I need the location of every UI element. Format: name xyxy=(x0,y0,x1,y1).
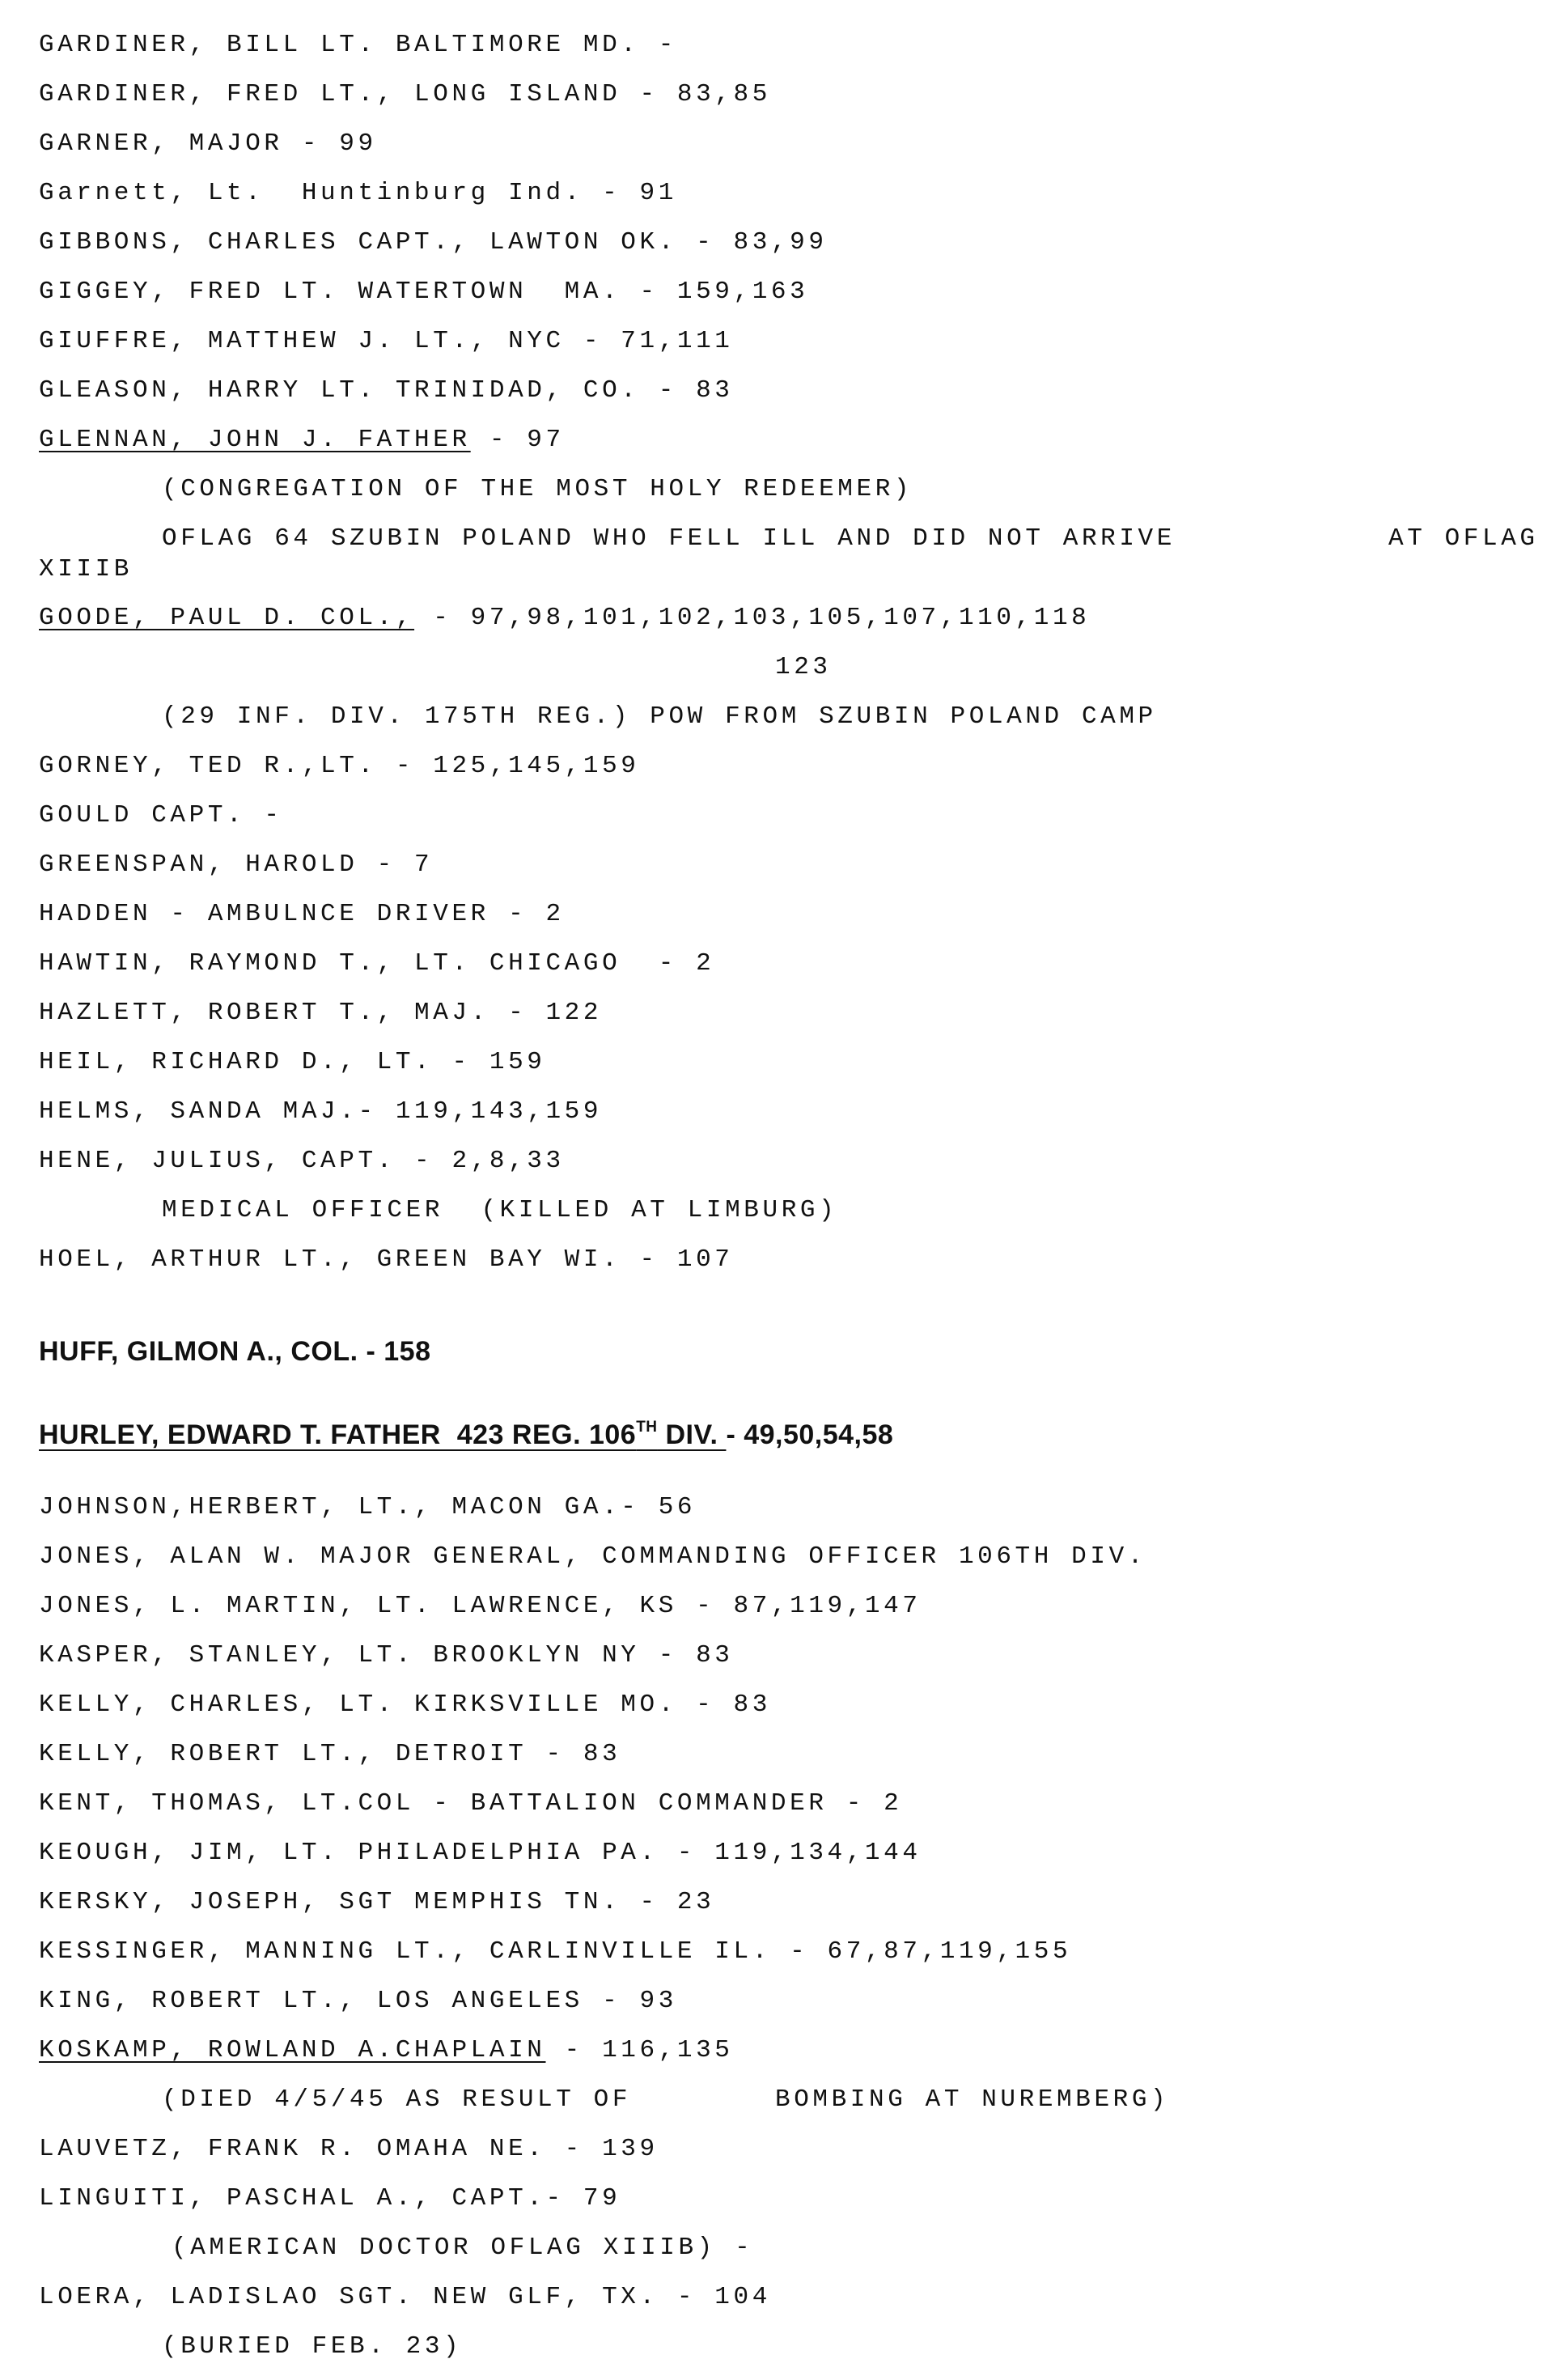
index-entry: KELLY, ROBERT LT., DETROIT - 83 xyxy=(39,1740,621,1768)
entry-note: BOMBING AT NUREMBERG) xyxy=(775,2085,1170,2114)
index-entry: HAWTIN, RAYMOND T., LT. CHICAGO - 2 xyxy=(39,949,715,978)
index-entry: KING, ROBERT LT., LOS ANGELES - 93 xyxy=(39,1987,677,2015)
index-entry: GREENSPAN, HAROLD - 7 xyxy=(39,851,434,879)
index-entry: GARDINER, BILL LT. BALTIMORE MD. - xyxy=(39,31,677,59)
index-entry xyxy=(39,426,565,455)
index-entry: HADDEN - AMBULNCE DRIVER - 2 xyxy=(39,900,565,928)
page-refs: - 49,50,54,58 xyxy=(726,1419,894,1450)
index-entry: HELMS, SANDA MAJ.- 119,143,159 xyxy=(39,1097,603,1126)
index-entry: GIGGEY, FRED LT. WATERTOWN MA. - 159,163 xyxy=(39,278,809,306)
index-entry: HEIL, RICHARD D., LT. - 159 xyxy=(39,1048,546,1076)
index-entry: JONES, ALAN W. MAJOR GENERAL, COMMANDING OFFICER 106TH DIV. xyxy=(39,1542,1146,1571)
index-entry: GARDINER, FRED LT., LONG ISLAND - 83,85 xyxy=(39,80,771,108)
index-entry-bold xyxy=(39,1420,893,1449)
entry-note: (BURIED FEB. 23) xyxy=(162,2332,463,2361)
index-entry xyxy=(39,604,1090,633)
underlined-name: GOODE, PAUL D. COL., xyxy=(39,604,415,632)
index-entry: LINGUITI, PASCHAL A., CAPT.- 79 xyxy=(39,2184,621,2213)
index-entry: KASPER, STANLEY, LT. BROOKLYN NY - 83 xyxy=(39,1641,734,1670)
page-refs: 123 xyxy=(775,653,832,681)
index-entry: GORNEY, TED R.,LT. - 125,145,159 xyxy=(39,752,640,780)
index-entry: Garnett, Lt. Huntinburg Ind. - 91 xyxy=(39,179,677,207)
index-entry: LAUVETZ, FRANK R. OMAHA NE. - 139 xyxy=(39,2135,659,2163)
page-refs: - 116,135 xyxy=(545,2036,734,2064)
entry-note: (DIED 4/5/45 AS RESULT OF xyxy=(162,2085,632,2114)
index-entry: KERSKY, JOSEPH, SGT MEMPHIS TN. - 23 xyxy=(39,1888,715,1916)
entry-note: OFLAG 64 SZUBIN POLAND WHO FELL ILL AND DID NOT ARRIVE xyxy=(162,524,1176,553)
index-entry: HOEL, ARTHUR LT., GREEN BAY WI. - 107 xyxy=(39,1245,734,1274)
entry-note: AT OFLAG xyxy=(1388,524,1539,553)
entry-note: (29 INF. DIV. 175TH REG.) POW FROM SZUBIN POLAND CAMP xyxy=(162,702,1157,731)
entry-note: XIIIB xyxy=(39,555,133,583)
index-entry-bold: HUFF, GILMON A., COL. - 158 xyxy=(39,1336,431,1367)
index-entry: JONES, L. MARTIN, LT. LAWRENCE, KS - 87,119,147 xyxy=(39,1592,922,1620)
index-entry: LOERA, LADISLAO SGT. NEW GLF, TX. - 104 xyxy=(39,2283,771,2311)
underlined-name: KOSKAMP, ROWLAND A.CHAPLAIN xyxy=(39,2036,546,2064)
index-entry: KENT, THOMAS, LT.COL - BATTALION COMMANDER - 2 xyxy=(39,1789,903,1818)
index-entry: KEOUGH, JIM, LT. PHILADELPHIA PA. - 119,134,144 xyxy=(39,1839,922,1867)
page-refs: - 97 xyxy=(470,426,565,454)
page-refs: - 97,98,101,102,103,105,107,110,118 xyxy=(414,604,1091,632)
index-entry: HENE, JULIUS, CAPT. - 2,8,33 xyxy=(39,1147,565,1175)
entry-note: MEDICAL OFFICER (KILLED AT LIMBURG) xyxy=(162,1196,838,1224)
index-entry: KESSINGER, MANNING LT., CARLINVILLE IL. - 67,87,119,155 xyxy=(39,1937,1072,1966)
index-entry: JOHNSON,HERBERT, LT., MACON GA.- 56 xyxy=(39,1493,697,1521)
index-entry xyxy=(39,2036,734,2065)
index-entry: HAZLETT, ROBERT T., MAJ. - 122 xyxy=(39,999,603,1027)
ordinal-suffix: TH xyxy=(636,1419,658,1436)
index-entry: GIBBONS, CHARLES CAPT., LAWTON OK. - 83,99 xyxy=(39,228,828,257)
index-entry: GOULD CAPT. - xyxy=(39,801,283,829)
index-entry: GLEASON, HARRY LT. TRINIDAD, CO. - 83 xyxy=(39,376,734,405)
underlined-name: GLENNAN, JOHN J. FATHER xyxy=(39,426,471,454)
entry-note: (CONGREGATION OF THE MOST HOLY REDEEMER) xyxy=(162,475,913,503)
underlined-name: HURLEY, EDWARD T. FATHER 423 REG. 106TH DIV. xyxy=(39,1419,727,1450)
index-entry: KELLY, CHARLES, LT. KIRKSVILLE MO. - 83 xyxy=(39,1691,771,1719)
entry-note: (AMERICAN DOCTOR OFLAG XIIIB) - xyxy=(172,2234,754,2262)
index-entry: GIUFFRE, MATTHEW J. LT., NYC - 71,111 xyxy=(39,327,734,355)
index-entry: GARNER, MAJOR - 99 xyxy=(39,129,377,158)
